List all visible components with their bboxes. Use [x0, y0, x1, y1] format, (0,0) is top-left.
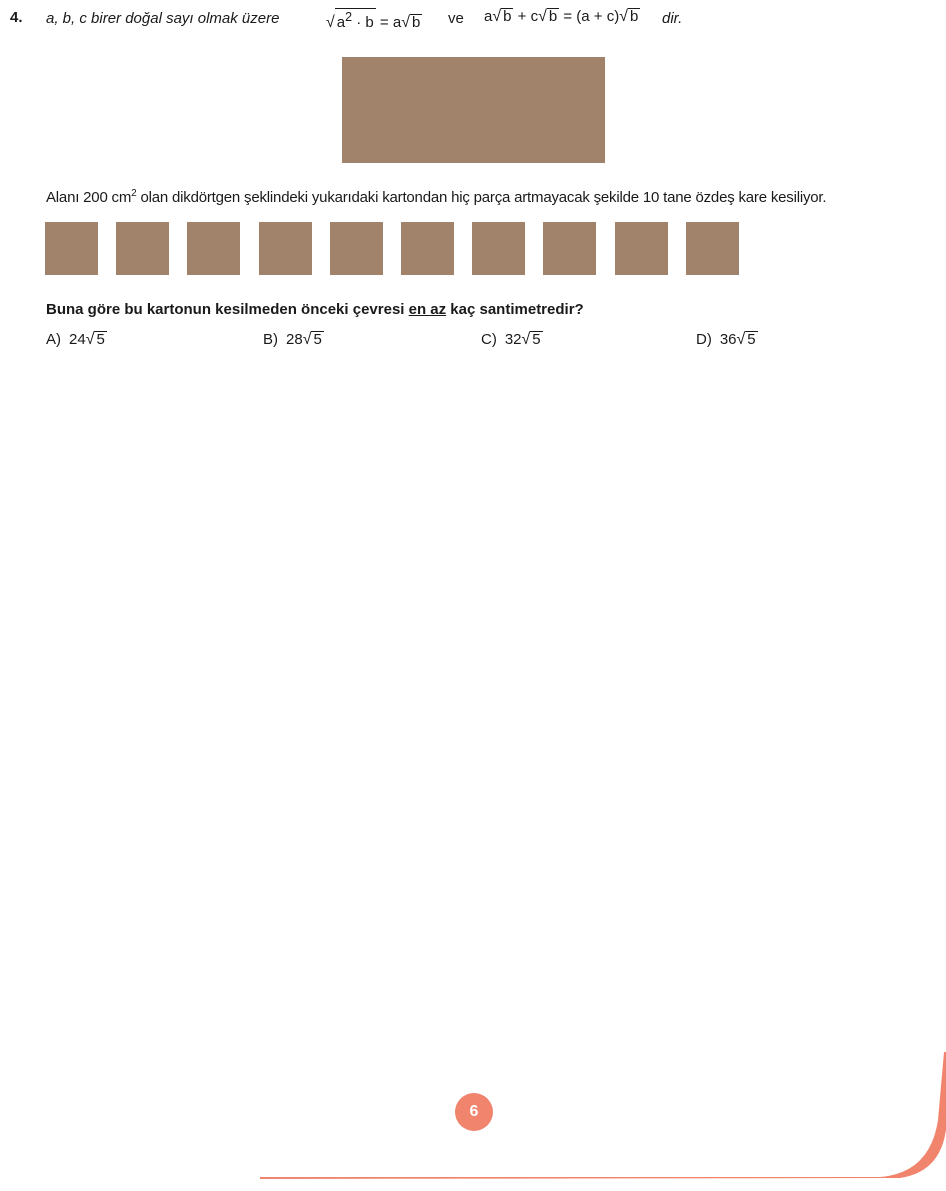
cut-square [116, 222, 169, 275]
cut-square [401, 222, 454, 275]
formula-sqrt-sum: a√ b + c√ b = (a + c)√ b [484, 8, 639, 25]
question-prompt: Buna göre bu kartonun kesilmeden önceki çevresi en az kaç santimetredir? [46, 301, 584, 318]
cut-square [686, 222, 739, 275]
problem-statement: Alanı 200 $cm^2$ olan dikdörtgen şeklindeki yukarıdaki kartondan hiç parça artmayacak şekilde 10 tane özdeş kare kesiliyor. [46, 188, 827, 206]
formula-suffix: dir. [662, 10, 683, 27]
cut-square [330, 222, 383, 275]
cut-square [259, 222, 312, 275]
cut-square [187, 222, 240, 275]
rectangular-cardboard [342, 57, 605, 163]
cut-square [615, 222, 668, 275]
option-a[interactable]: A) 24√ 5 [46, 331, 105, 348]
cut-square [45, 222, 98, 275]
page-number-badge: 6 [455, 1093, 493, 1131]
option-d[interactable]: D) 36√ 5 [696, 331, 756, 348]
question-intro: a, b, c birer doğal sayı olmak üzere [46, 10, 280, 27]
formula-sqrt-identity: √ $a^2 \cdot b = a√$ b [326, 10, 421, 31]
cut-square [472, 222, 525, 275]
question-number: 4. [10, 9, 23, 26]
underlined-phrase: en az [408, 301, 447, 318]
option-c[interactable]: C) 32√ 5 [481, 331, 541, 348]
connector-text: ve [448, 10, 464, 27]
option-b[interactable]: B) 28√ 5 [263, 331, 322, 348]
cut-square [543, 222, 596, 275]
